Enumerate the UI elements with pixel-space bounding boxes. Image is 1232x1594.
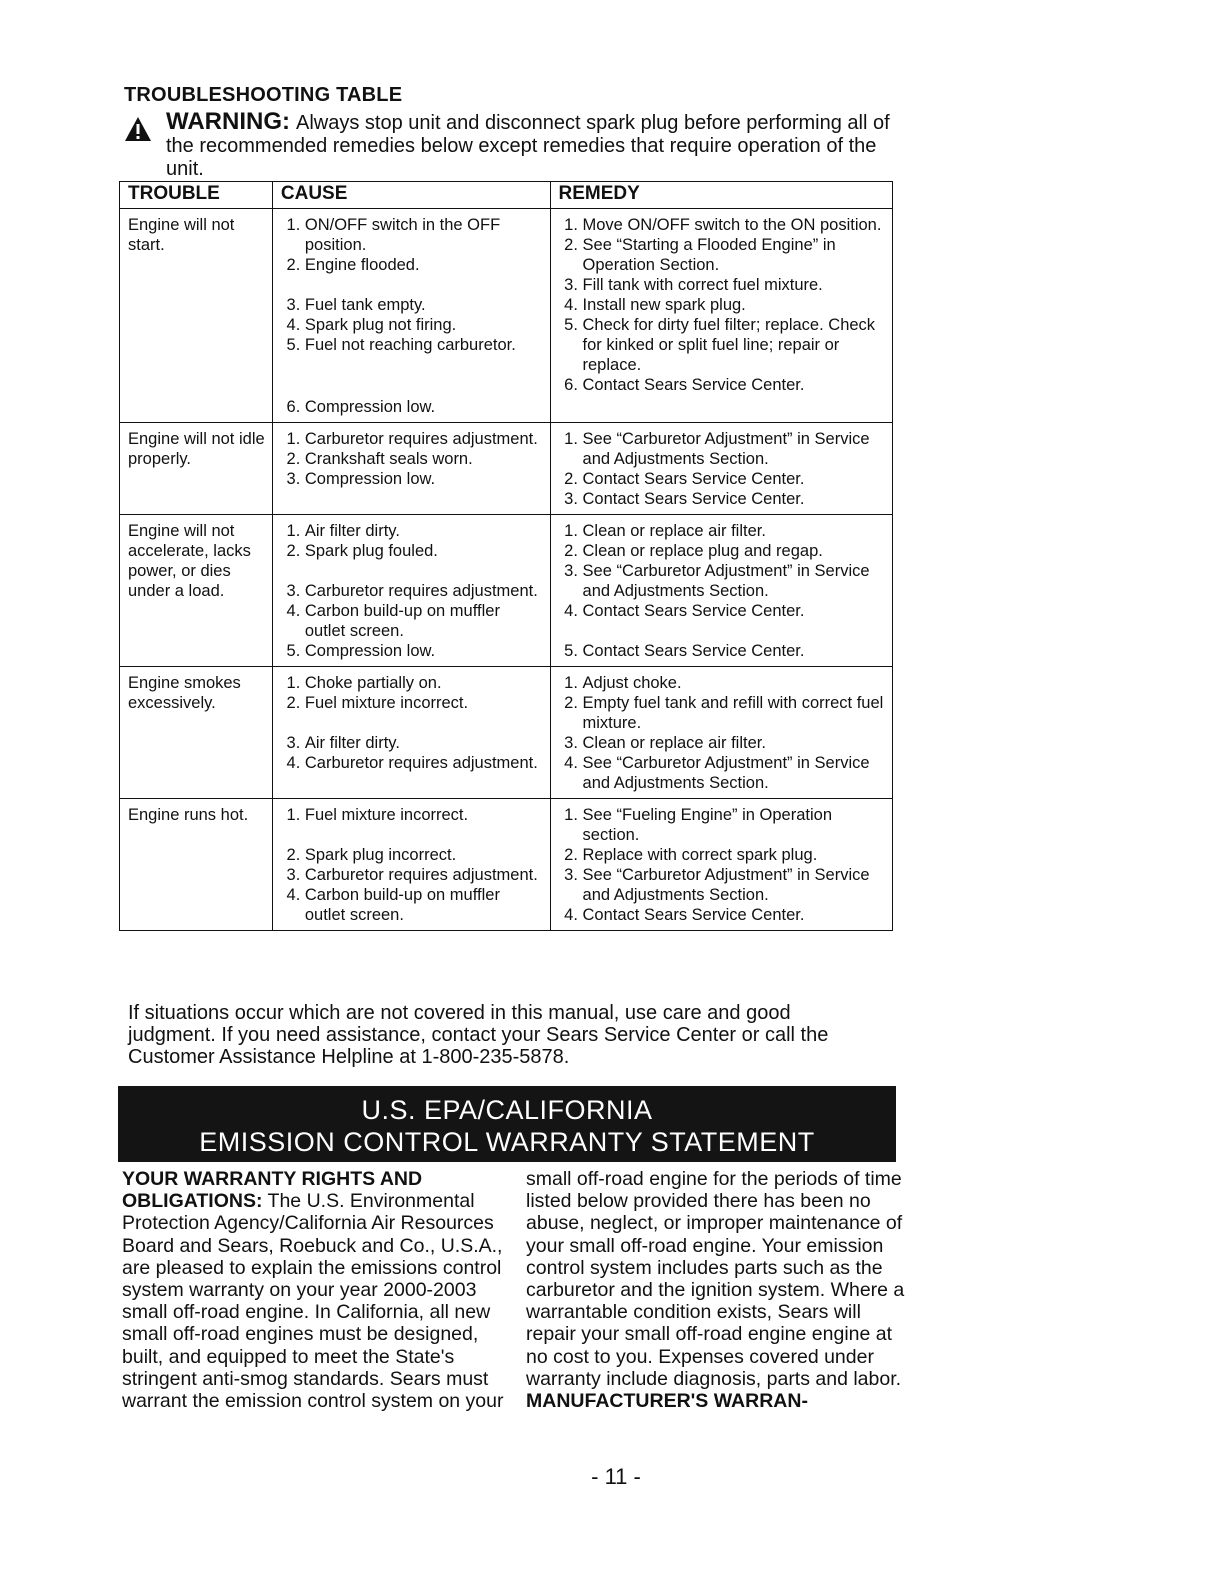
remedy-item: 5. Contact Sears Service Center. [583, 641, 886, 661]
warning-label: WARNING: [166, 108, 290, 135]
cause-item: 1. ON/OFF switch in the OFF position. [305, 215, 544, 255]
cause-item: 3. Carburetor requires adjustment. [305, 865, 544, 885]
cause-cell [272, 799, 550, 931]
remedy-cell [550, 515, 892, 667]
cause-item: 4. Carbon build-up on muffler outlet screen. [305, 885, 544, 925]
header-trouble: TROUBLE [120, 182, 273, 209]
table-row [120, 423, 893, 515]
remedy-item: 1. See “Carburetor Adjustment” in Service and Adjustments Section. [583, 429, 886, 469]
manufacturer-warranty-heading: MANUFACTURER'S WARRAN- [526, 1390, 808, 1413]
trouble-cell: Engine will not start. [120, 209, 273, 423]
cause-item: 3. Fuel tank empty. [305, 295, 544, 315]
cause-item: 3. Air filter dirty. [305, 733, 544, 753]
banner-line-2: EMISSION CONTROL WARRANTY STATEMENT [199, 1127, 815, 1157]
cause-item: 1. Fuel mixture incorrect. [305, 805, 544, 825]
remedy-cell [550, 799, 892, 931]
cause-item: 4. Spark plug not firing. [305, 315, 544, 335]
cause-item: 2. Fuel mixture incorrect. [305, 693, 544, 713]
remedy-item: 2. Contact Sears Service Center. [583, 469, 886, 489]
remedy-item: 4. Contact Sears Service Center. [583, 601, 886, 621]
remedy-item: 5. Check for dirty fuel filter; replace. Check for kinked or split fuel line; repair or replace. [583, 315, 886, 375]
remedy-item: 2. See “Starting a Flooded Engine” in Operation Section. [583, 235, 886, 275]
cause-item: 2. Crankshaft seals worn. [305, 449, 544, 469]
warranty-rights-heading: YOUR WARRANTY RIGHTS AND OBLIGATIONS: [122, 1168, 423, 1213]
cause-cell [272, 423, 550, 515]
warning-text-wrap [124, 110, 894, 181]
cause-cell [272, 209, 550, 423]
remedy-item: 1. Move ON/OFF switch to the ON position. [583, 215, 886, 235]
remedy-item: 4. See “Carburetor Adjustment” in Service and Adjustments Section. [583, 753, 886, 793]
remedy-item: 3. Fill tank with correct fuel mixture. [583, 275, 886, 295]
remedy-item: 3. See “Carburetor Adjustment” in Service and Adjustments Section. [583, 865, 886, 905]
warranty-left-column [122, 1168, 508, 1412]
trouble-cell: Engine smokes excessively. [120, 667, 273, 799]
cause-item: 1. Air filter dirty. [305, 521, 544, 541]
warranty-right-column [526, 1168, 912, 1412]
header-remedy: REMEDY [550, 182, 892, 209]
remedy-item: 1. See “Fueling Engine” in Operation section. [583, 805, 886, 845]
banner-line-1: U.S. EPA/CALIFORNIA [361, 1095, 653, 1125]
trouble-cell: Engine will not idle properly. [120, 423, 273, 515]
table-row [120, 515, 893, 667]
cause-item: 1. Carburetor requires adjustment. [305, 429, 544, 449]
remedy-item: 2. Empty fuel tank and refill with correct fuel mixture. [583, 693, 886, 733]
cause-cell [272, 667, 550, 799]
troubleshooting-table [119, 181, 893, 931]
warranty-right-text: small off-road engine for the periods of time listed below provided there has been no abuse, neglect, or improper maintenance of your small off-road engine. Your emission control system includes parts such as the carburetor and the ignition system. Where a warrantable condition exists, Sears will repair your small off-road engine engine at no cost to you. Expenses covered under warranty include diagnosis, parts and labor. [526, 1168, 905, 1390]
warning-triangle-icon [124, 116, 152, 142]
cause-item: 6. Compression low. [305, 397, 544, 417]
cause-item: 1. Choke partially on. [305, 673, 544, 693]
trouble-cell: Engine will not accelerate, lacks power, or dies under a load. [120, 515, 273, 667]
cause-item: 4. Carburetor requires adjustment. [305, 753, 544, 773]
table-header-row [120, 182, 893, 209]
header-cause: CAUSE [272, 182, 550, 209]
remedy-item: 6. Contact Sears Service Center. [583, 375, 886, 395]
situations-paragraph: If situations occur which are not covered in this manual, use care and good judgment. If you need assistance, contact your Sears Service Center or call the Customer Assistance Helpline at 1-800-235-5878. [128, 1002, 829, 1068]
table-row [120, 799, 893, 931]
cause-item: 2. Spark plug incorrect. [305, 845, 544, 865]
remedy-item: 2. Clean or replace plug and regap. [583, 541, 886, 561]
remedy-item: 3. Clean or replace air filter. [583, 733, 886, 753]
warranty-left-text: The U.S. Environmental Protection Agency/California Air Resources Board and Sears, Roebuck and Co., U.S.A., are pleased to explain the emissions control system warranty on your year 2000-2003 small off-road engine. In California, all new small off-road engines must be designed, built, and equipped to meet the State's stringent anti-smog standards. Sears must warrant the emission control system on your [122, 1190, 504, 1413]
cause-cell [272, 515, 550, 667]
warning-block [124, 110, 894, 181]
remedy-item: 1. Clean or replace air filter. [583, 521, 886, 541]
remedy-item: 3. See “Carburetor Adjustment” in Service and Adjustments Section. [583, 561, 886, 601]
cause-item: 3. Compression low. [305, 469, 544, 489]
remedy-item: 3. Contact Sears Service Center. [583, 489, 886, 509]
cause-item: 5. Compression low. [305, 641, 544, 661]
remedy-cell [550, 423, 892, 515]
emission-banner [118, 1086, 896, 1162]
cause-item: 2. Spark plug fouled. [305, 541, 544, 561]
cause-item: 3. Carburetor requires adjustment. [305, 581, 544, 601]
remedy-item: 4. Contact Sears Service Center. [583, 905, 886, 925]
remedy-item: 2. Replace with correct spark plug. [583, 845, 886, 865]
cause-item: 2. Engine flooded. [305, 255, 544, 275]
remedy-item: 1. Adjust choke. [583, 673, 886, 693]
page-number: - 11 - [591, 1464, 641, 1489]
remedy-item: 4. Install new spark plug. [583, 295, 886, 315]
cause-item: 4. Carbon build-up on muffler outlet screen. [305, 601, 544, 641]
table-row [120, 667, 893, 799]
trouble-cell: Engine runs hot. [120, 799, 273, 931]
warning-text: Always stop unit and disconnect spark plug before performing all of the recommended remedies below except remedies that require operation of the unit. [166, 112, 890, 180]
troubleshooting-title: TROUBLESHOOTING TABLE [124, 84, 403, 106]
remedy-cell [550, 209, 892, 423]
remedy-cell [550, 667, 892, 799]
cause-item: 5. Fuel not reaching carburetor. [305, 335, 544, 355]
table-row [120, 209, 893, 423]
